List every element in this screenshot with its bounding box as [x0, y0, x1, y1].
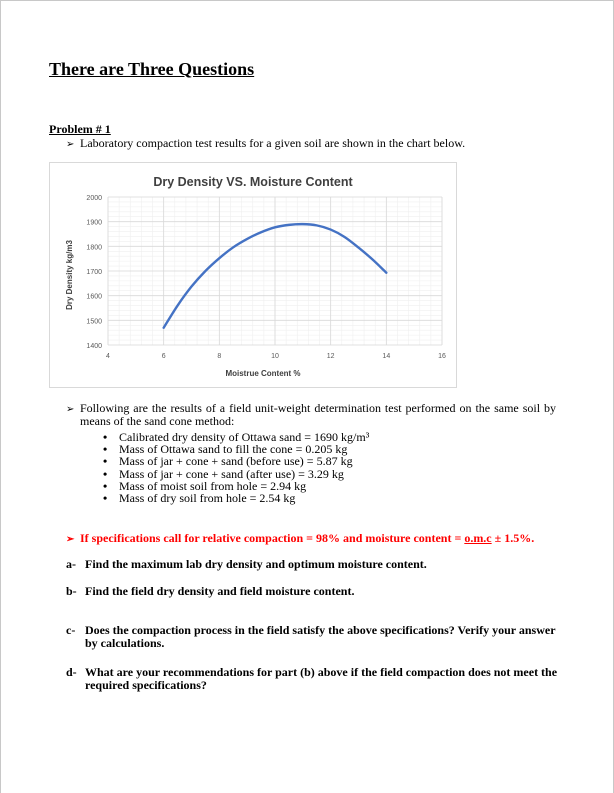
list-item: • Mass of moist soil from hole = 2.94 kg	[103, 480, 369, 492]
chart-x-tick-label: 10	[271, 353, 279, 360]
field-test-paragraph	[66, 402, 556, 428]
spec-suffix: ± 1.5%.	[491, 531, 535, 545]
chart-y-tick-labels	[86, 195, 102, 350]
chart-x-tick-label: 16	[438, 353, 446, 360]
chart-y-axis-label: Dry Density kg/m3	[65, 240, 74, 310]
chart-y-tick-label: 2000	[86, 195, 102, 202]
question-letter: b-	[66, 584, 77, 598]
question-d	[66, 666, 561, 692]
chart-y-tick-label: 1500	[86, 318, 102, 326]
list-item: • Mass of jar + cone + sand (before use) = 5.87 kg	[103, 455, 369, 467]
chart-x-tick-label: 8	[217, 353, 222, 360]
document-title: There are Three Questions	[49, 59, 255, 79]
arrow-bullet-icon: ➢	[66, 534, 75, 545]
spec-prefix: If specifications call for relative compaction = 98% and moisture content =	[80, 531, 465, 545]
chart-y-tick-label: 1900	[86, 219, 102, 227]
question-text: What are your recommendations for part (b) above if the field compaction does not meet the required specifications?	[85, 665, 558, 692]
list-item: • Mass of jar + cone + sand (after use) = 3.29 kg	[103, 468, 369, 480]
spec-omc: o.m.c	[464, 531, 492, 545]
question-letter: d-	[66, 665, 77, 679]
chart-x-tick-labels	[106, 353, 446, 360]
arrow-bullet-icon: ➢	[66, 404, 75, 415]
chart-major-grid	[108, 197, 442, 345]
chart-x-tick-label: 6	[161, 353, 166, 360]
field-test-intro: Following are the results of a field unit-weight determination test performed on the same soil by means of the sand cone method:	[80, 401, 556, 428]
chart-y-tick-label: 1800	[86, 244, 102, 252]
question-text: Find the field dry density and field moisture content.	[85, 584, 355, 598]
question-b	[66, 585, 561, 598]
list-item: • Mass of dry soil from hole = 2.54 kg	[103, 492, 369, 504]
question-a	[66, 558, 561, 571]
specification-line	[66, 531, 534, 546]
chart-y-tick-label: 1700	[86, 269, 102, 276]
question-text: Does the compaction process in the field satisfy the above specifications? Verify your answer by calculations.	[85, 623, 556, 650]
chart-x-tick-label: 14	[382, 353, 391, 360]
problem-label: Problem # 1	[49, 122, 111, 136]
list-item: • Mass of Ottawa sand to fill the cone = 0.205 kg	[103, 443, 369, 455]
dry-density-chart	[50, 163, 456, 387]
intro-text: Laboratory compaction test results for a given soil are shown in the chart below.	[80, 136, 466, 150]
question-c	[66, 624, 561, 650]
chart-x-tick-label: 4	[106, 353, 110, 360]
list-item: • Calibrated dry density of Ottawa sand = 1690 kg/m³	[103, 431, 369, 443]
chart-container	[49, 162, 457, 388]
chart-x-axis-label: Moistrue Content %	[225, 369, 301, 378]
question-letter: c-	[66, 623, 76, 637]
chart-y-tick-label: 1400	[86, 343, 102, 350]
arrow-bullet-icon: ➢	[66, 139, 75, 150]
chart-title: Dry Density VS. Moisture Content	[153, 175, 353, 189]
chart-y-tick-label: 1600	[86, 293, 102, 301]
page-border-top	[0, 0, 614, 1]
intro-line	[66, 136, 465, 151]
question-letter: a-	[66, 557, 76, 571]
field-test-data-list	[103, 431, 369, 504]
question-text: Find the maximum lab dry density and optimum moisture content.	[85, 557, 427, 571]
page-border-left	[0, 0, 1, 793]
chart-x-tick-label: 12	[326, 353, 335, 360]
